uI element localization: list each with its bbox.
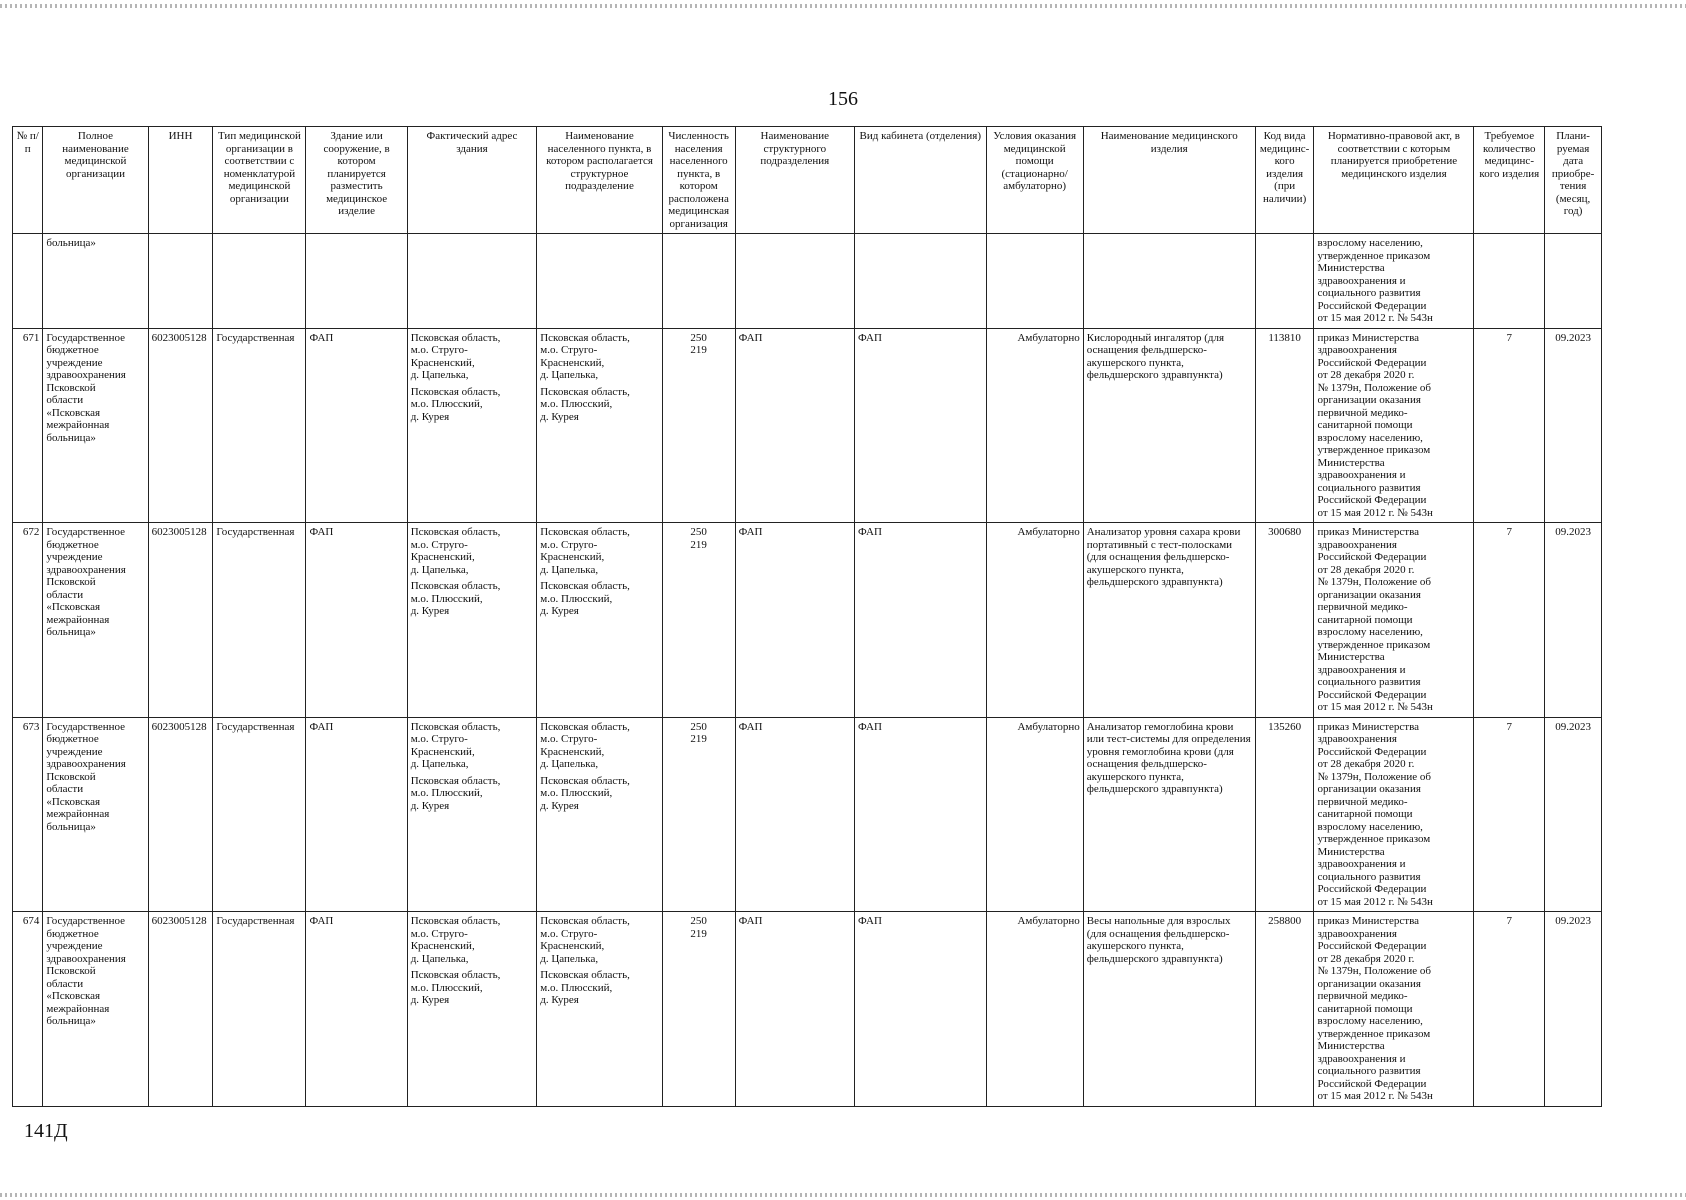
division-cell: ФАП	[735, 328, 854, 523]
cabinet-cell: ФАП	[855, 717, 987, 912]
org-type-cell: Государственная	[213, 523, 306, 718]
locality-cell	[537, 912, 663, 1107]
inn-cell: 6023005128	[148, 912, 213, 1107]
header-cell: Плани-руемая дата приобре-тения (месяц, год)	[1545, 127, 1602, 234]
locality-cell	[537, 328, 663, 523]
conditions-cell: Амбулаторно	[986, 523, 1083, 718]
device-code-cell: 258800	[1255, 912, 1314, 1107]
locality-cell	[537, 523, 663, 718]
row-number-cell: 674	[13, 912, 43, 1107]
header-cell: Требуемое количество медицинс-кого изделия	[1474, 127, 1545, 234]
header-cell: Тип медицинской организации в соответствии с номенклатурой медицинской организации	[213, 127, 306, 234]
cabinet-cell: ФАП	[855, 328, 987, 523]
building-cell: ФАП	[306, 912, 407, 1107]
locality-text: Псковская область, м.о. Плюсский, д. Курея	[540, 774, 630, 812]
address-cell	[407, 717, 537, 912]
address-text: Псковская область, м.о. Струго- Красненский, д. Цапелька,	[410, 526, 501, 576]
scan-edge-top	[0, 4, 1686, 8]
table-cell	[1083, 234, 1255, 329]
header-cell: Нормативно-правовой акт, в соответствии с которым планируется приобретение медицинского изделия	[1314, 127, 1474, 234]
conditions-cell: Амбулаторно	[986, 717, 1083, 912]
table-cell	[306, 234, 407, 329]
address-text: Псковская область, м.о. Плюсский, д. Курея	[410, 580, 501, 617]
device-code-cell: 135260	[1255, 717, 1314, 912]
table-cell	[735, 234, 854, 329]
header-cell: Полное наименование медицинской организации	[43, 127, 148, 234]
header-cell: Фактический адрес здания	[407, 127, 537, 234]
continuation-row	[13, 234, 1602, 329]
device-name-cell: Кислородный ингалятор (для оснащения фельдшерско-акушерского пункта, фельдшерского здравпункта)	[1083, 328, 1255, 523]
header-cell: № п/п	[13, 127, 43, 234]
locality-text: Псковская область, м.о. Плюсский, д. Курея	[540, 969, 630, 1006]
org-name-cell: больница»	[43, 234, 148, 329]
locality-cell	[537, 717, 663, 912]
conditions-cell: Амбулаторно	[986, 328, 1083, 523]
locality-text: Псковская область, м.о. Струго- Красненский, д. Цапелька,	[540, 915, 630, 965]
org-name-cell: Государственное бюджетное учреждение здравоохранения Псковской области «Псковская межрайонная больница»	[43, 912, 148, 1107]
address-text: Псковская область, м.о. Струго- Красненский, д. Цапелька,	[410, 915, 501, 965]
locality-text: Псковская область, м.о. Плюсский, д. Курея	[540, 385, 630, 423]
row-number-cell: 671	[13, 328, 43, 523]
legal-act-cell: приказ Министерства здравоохранения Российской Федерации от 28 декабря 2020 г. № 1379н, Положение об организации оказания первичной медико- санитарной помощи взрослому населению, утвержденное приказом Министерства здравоохранения и социального развития Российской Федерации от 15 мая 2012 г. № 543н	[1314, 912, 1474, 1107]
org-name-cell: Государственное бюджетное учреждение здравоохранения Псковской области «Псковская межрайонная больница»	[43, 717, 148, 912]
population-cell: 250 219	[662, 523, 735, 718]
scan-edge-bottom	[0, 1193, 1686, 1197]
table-header-row	[13, 127, 1602, 234]
inn-cell: 6023005128	[148, 328, 213, 523]
cabinet-cell: ФАП	[855, 912, 987, 1107]
address-cell	[407, 328, 537, 523]
building-cell: ФАП	[306, 523, 407, 718]
table-cell	[13, 234, 43, 329]
equipment-table	[12, 126, 1602, 1107]
row-number-cell: 672	[13, 523, 43, 718]
building-cell: ФАП	[306, 328, 407, 523]
cabinet-cell: ФАП	[855, 523, 987, 718]
table-cell	[1545, 234, 1602, 329]
legal-act-cell: приказ Министерства здравоохранения Российской Федерации от 28 декабря 2020 г. № 1379н, Положение об организации оказания первичной медико- санитарной помощи взрослому населению, утвержденное приказом Министерства здравоохранения и социального развития Российской Федерации от 15 мая 2012 г. № 543н	[1314, 328, 1474, 523]
locality-text: Псковская область, м.о. Струго- Красненский, д. Цапелька,	[540, 720, 630, 770]
table-row	[13, 328, 1602, 523]
header-cell: Наименование структурного подразделения	[735, 127, 854, 234]
legal-act-cell: приказ Министерства здравоохранения Российской Федерации от 28 декабря 2020 г. № 1379н, Положение об организации оказания первичной медико- санитарной помощи взрослому населению, утвержденное приказом Министерства здравоохранения и социального развития Российской Федерации от 15 мая 2012 г. № 543н	[1314, 523, 1474, 718]
population-cell: 250 219	[662, 717, 735, 912]
org-type-cell: Государственная	[213, 717, 306, 912]
locality-text: Псковская область, м.о. Плюсский, д. Курея	[540, 580, 630, 617]
org-type-cell: Государственная	[213, 328, 306, 523]
document-code: 141Д	[24, 1120, 68, 1142]
address-cell	[407, 523, 537, 718]
header-cell: Код вида медицинс-кого изделия (при наличии)	[1255, 127, 1314, 234]
device-name-cell: Весы напольные для взрослых (для оснащения фельдшерско-акушерского пункта, фельдшерского здравпункта)	[1083, 912, 1255, 1107]
table-cell	[148, 234, 213, 329]
device-code-cell: 113810	[1255, 328, 1314, 523]
table-cell	[662, 234, 735, 329]
quantity-cell: 7	[1474, 912, 1545, 1107]
division-cell: ФАП	[735, 523, 854, 718]
purchase-date-cell: 09.2023	[1545, 328, 1602, 523]
address-text: Псковская область, м.о. Струго- Красненский, д. Цапелька,	[410, 331, 501, 381]
quantity-cell: 7	[1474, 717, 1545, 912]
population-cell: 250 219	[662, 328, 735, 523]
address-cell	[407, 912, 537, 1107]
purchase-date-cell: 09.2023	[1545, 912, 1602, 1107]
header-cell: Наименование населенного пункта, в котором располагается структурное подразделение	[537, 127, 663, 234]
division-cell: ФАП	[735, 912, 854, 1107]
org-name-cell: Государственное бюджетное учреждение здравоохранения Псковской области «Псковская межрайонная больница»	[43, 523, 148, 718]
table-row	[13, 717, 1602, 912]
table-cell	[855, 234, 987, 329]
purchase-date-cell: 09.2023	[1545, 523, 1602, 718]
purchase-date-cell: 09.2023	[1545, 717, 1602, 912]
table-cell	[1474, 234, 1545, 329]
inn-cell: 6023005128	[148, 523, 213, 718]
header-cell: Условия оказания медицинской помощи (стационарно/ амбулаторно)	[986, 127, 1083, 234]
org-type-cell: Государственная	[213, 912, 306, 1107]
conditions-cell: Амбулаторно	[986, 912, 1083, 1107]
quantity-cell: 7	[1474, 523, 1545, 718]
table-cell	[986, 234, 1083, 329]
quantity-cell: 7	[1474, 328, 1545, 523]
table-cell	[213, 234, 306, 329]
table-cell	[1255, 234, 1314, 329]
table-cell	[537, 234, 663, 329]
address-text: Псковская область, м.о. Плюсский, д. Курея	[410, 385, 501, 423]
device-code-cell: 300680	[1255, 523, 1314, 718]
address-text: Псковская область, м.о. Плюсский, д. Курея	[410, 774, 501, 812]
row-number-cell: 673	[13, 717, 43, 912]
org-name-cell: Государственное бюджетное учреждение здравоохранения Псковской области «Псковская межрайонная больница»	[43, 328, 148, 523]
header-cell: Наименование медицинского изделия	[1083, 127, 1255, 234]
header-cell: Вид кабинета (отделения)	[855, 127, 987, 234]
locality-text: Псковская область, м.о. Струго- Красненский, д. Цапелька,	[540, 526, 630, 576]
page-number: 156	[828, 88, 858, 110]
legal-act-cell: взрослому населению, утвержденное приказом Министерства здравоохранения и социального развития Российской Федерации от 15 мая 2012 г. № 543н	[1314, 234, 1474, 329]
header-cell: Численность населения населенного пункта, в котором расположена медицинская организация	[662, 127, 735, 234]
device-name-cell: Анализатор гемоглобина крови или тест-системы для определения уровня гемоглобина крови (для оснащения фельдшерско-акушерского пункта, фельдшерского здравпункта)	[1083, 717, 1255, 912]
inn-cell: 6023005128	[148, 717, 213, 912]
table-row	[13, 523, 1602, 718]
population-cell: 250 219	[662, 912, 735, 1107]
address-text: Псковская область, м.о. Струго- Красненский, д. Цапелька,	[410, 720, 501, 770]
table-cell	[407, 234, 537, 329]
device-name-cell: Анализатор уровня сахара крови портативный с тест-полосками (для оснащения фельдшерско-акушерского пункта, фельдшерского здравпункта)	[1083, 523, 1255, 718]
header-cell: ИНН	[148, 127, 213, 234]
legal-act-cell: приказ Министерства здравоохранения Российской Федерации от 28 декабря 2020 г. № 1379н, Положение об организации оказания первичной медико- санитарной помощи взрослому населению, утвержденное приказом Министерства здравоохранения и социального развития Российской Федерации от 15 мая 2012 г. № 543н	[1314, 717, 1474, 912]
building-cell: ФАП	[306, 717, 407, 912]
address-text: Псковская область, м.о. Плюсский, д. Курея	[410, 969, 501, 1006]
table-row	[13, 912, 1602, 1107]
division-cell: ФАП	[735, 717, 854, 912]
header-cell: Здание или сооружение, в котором планируется разместить медицинское изделие	[306, 127, 407, 234]
locality-text: Псковская область, м.о. Струго- Красненский, д. Цапелька,	[540, 331, 630, 381]
